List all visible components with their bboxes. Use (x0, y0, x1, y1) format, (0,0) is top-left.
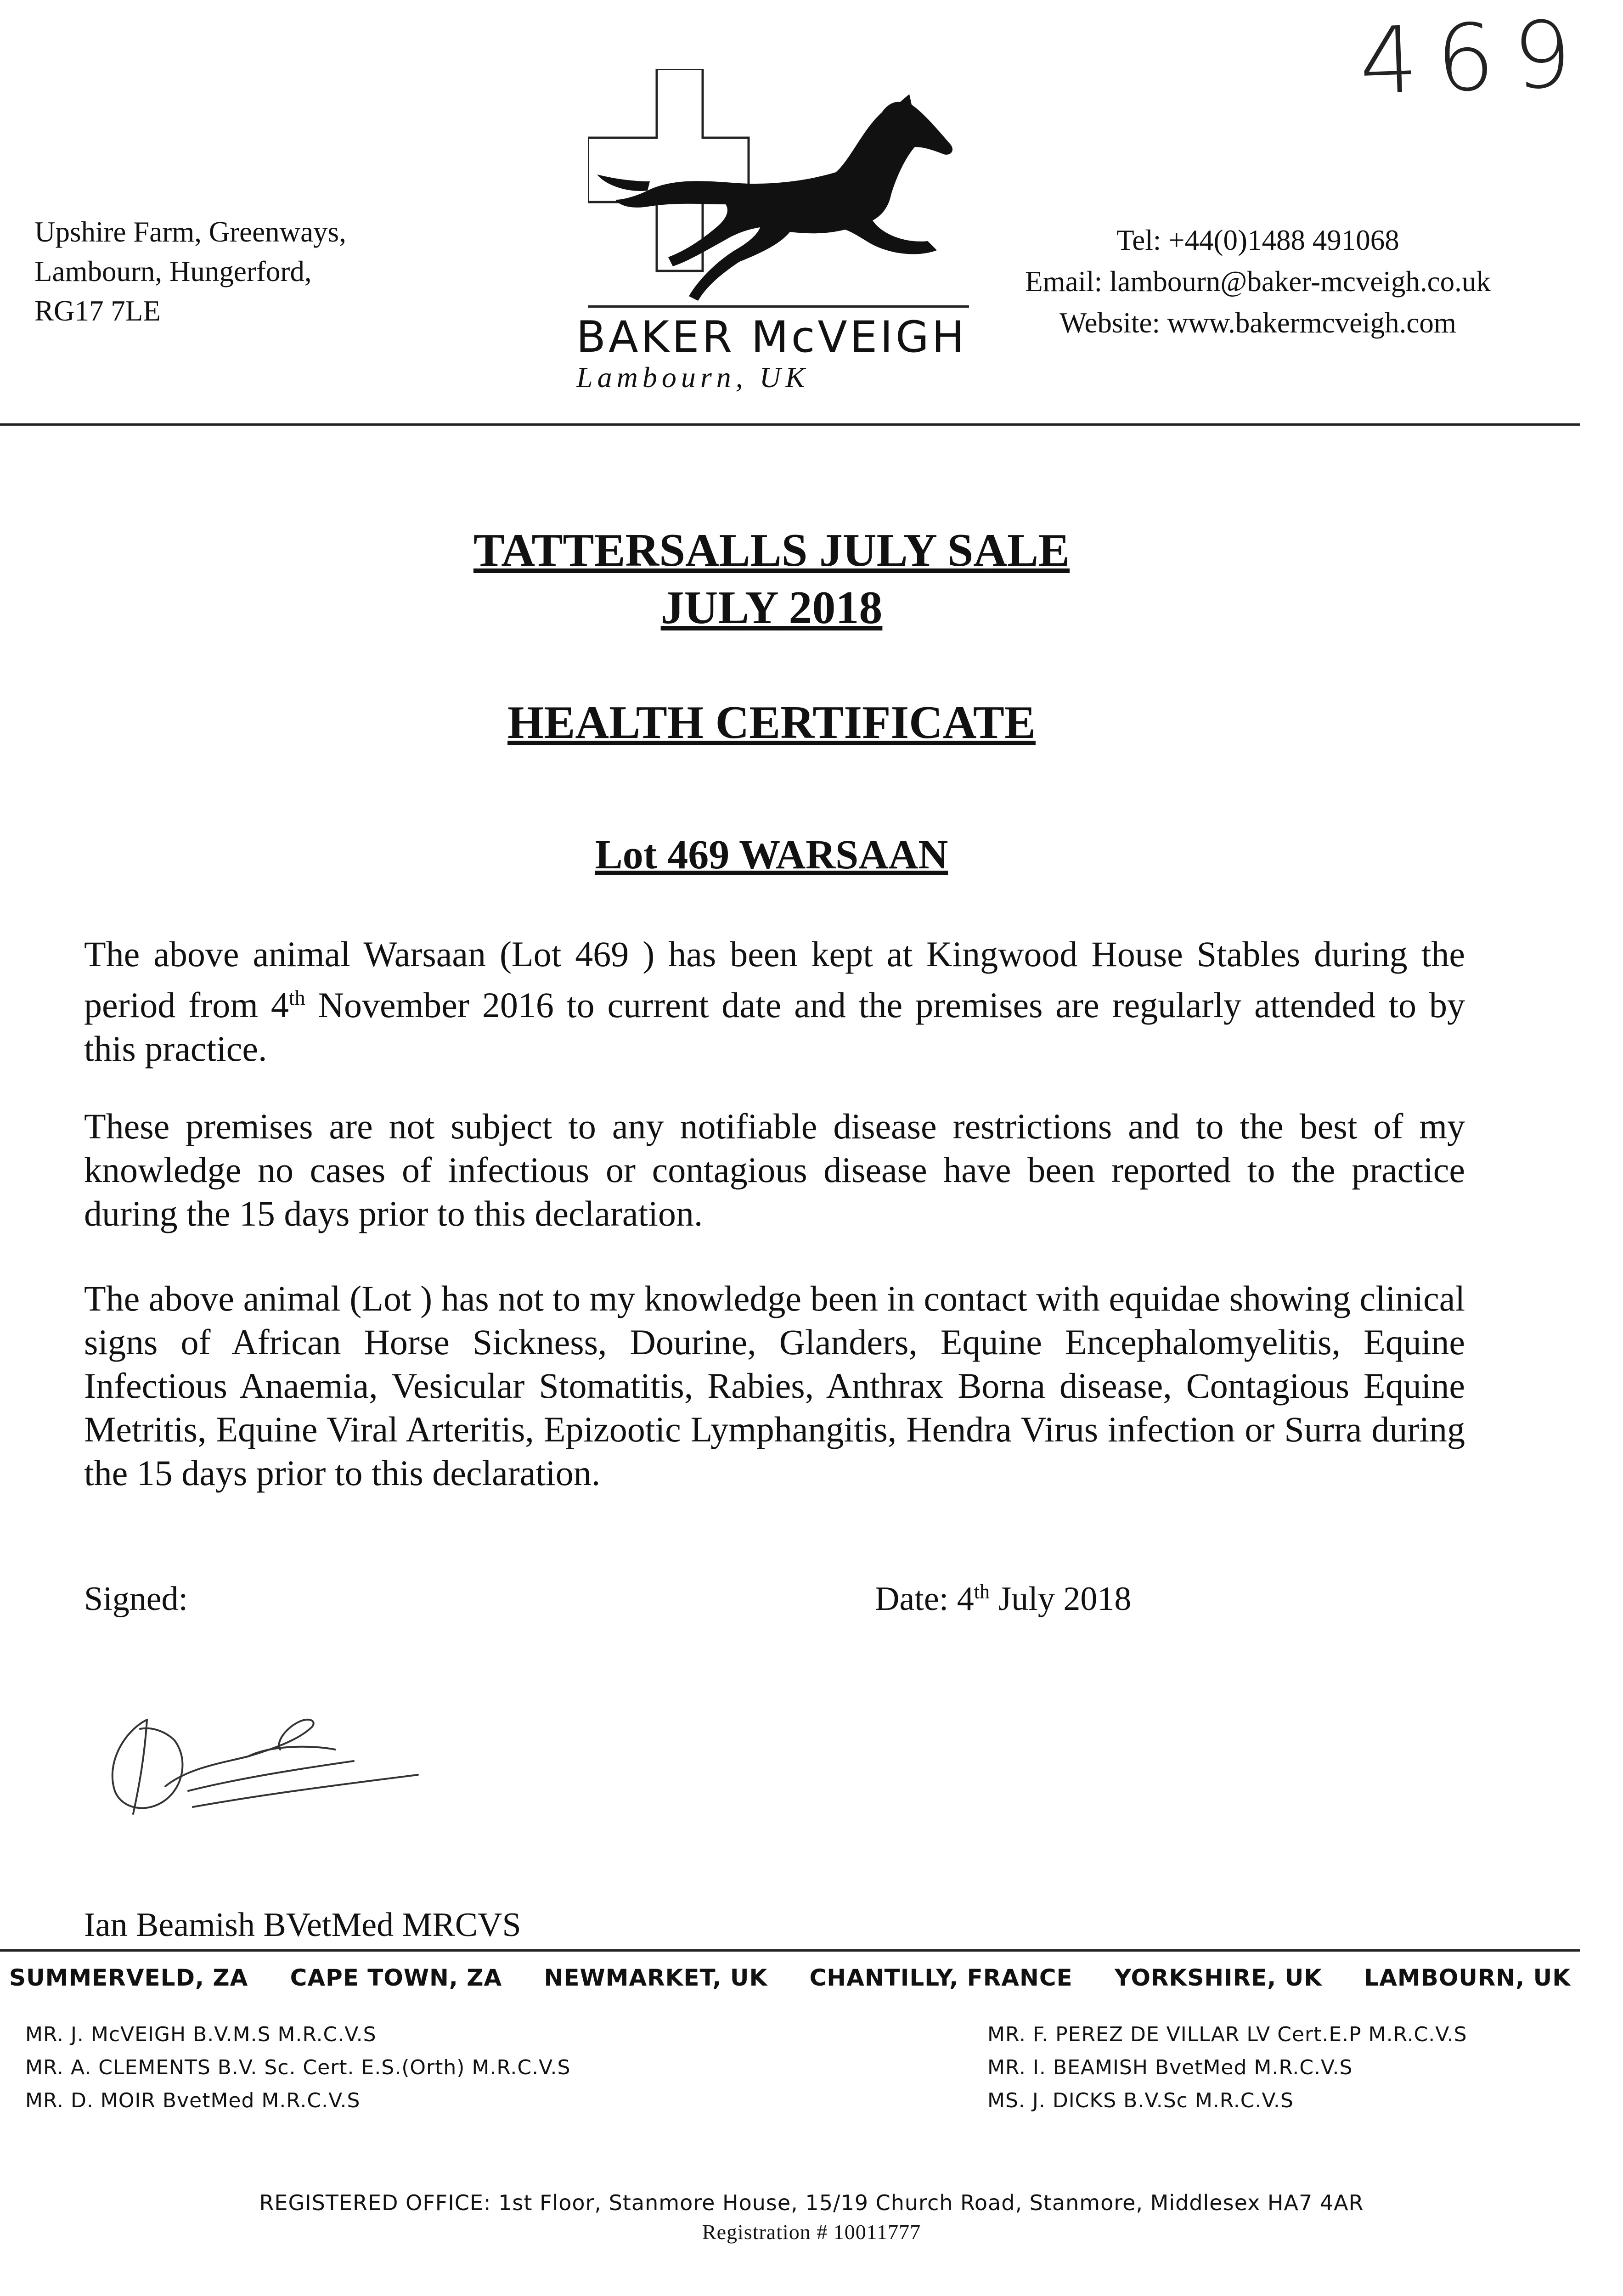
vets-left-column (25, 2018, 570, 2117)
handwritten-signature (96, 1676, 427, 1832)
ordinal-suffix: th (288, 986, 305, 1009)
date-text: July 2018 (989, 1580, 1132, 1618)
date-text: Date: 4 (875, 1580, 974, 1618)
lot-title: Lot 469 WARSAAN (595, 832, 948, 878)
letterhead-address (34, 212, 346, 331)
brand-location: Lambourn, UK (576, 361, 810, 394)
brand-name: BAKER McVEIGH (576, 312, 967, 362)
declaration-date (875, 1580, 1131, 1619)
vet-entry: MR. F. PEREZ DE VILLAR LV Cert.E.P M.R.C.V.S (987, 2023, 1467, 2046)
letterhead-contact (982, 219, 1533, 343)
registration-number: Registration # 10011777 (702, 2220, 921, 2244)
paragraph-text: November 2016 to current date and the premises are regularly attended to by this practice. (84, 985, 1465, 1069)
certificate-title: HEALTH CERTIFICATE (507, 697, 1036, 748)
signed-label: Signed: (84, 1580, 188, 1618)
header-divider (0, 423, 1580, 426)
telephone: Tel: +44(0)1488 491068 (1116, 224, 1399, 256)
email: Email: lambourn@baker-mcveigh.co.uk (1025, 265, 1491, 298)
office-item: YORKSHIRE, UK (1115, 1964, 1323, 1991)
footer-divider (0, 1949, 1580, 1952)
vet-entry: MR. D. MOIR BvetMed M.R.C.V.S (25, 2089, 361, 2112)
cross-icon (588, 69, 749, 271)
handwritten-lot-number: 469 (1358, 0, 1592, 116)
vets-right-column (987, 2018, 1467, 2117)
paragraph-text: The above animal Warsaan (Lot 469 ) has been kept at Kingwood House Stables during the period from 4 (84, 934, 1465, 1025)
vet-entry: MR. J. McVEIGH B.V.M.S M.R.C.V.S (25, 2023, 377, 2046)
office-item: LAMBOURN, UK (1364, 1964, 1571, 1991)
registered-office-block (0, 2188, 1623, 2247)
paragraph-diseases: The above animal (Lot ) has not to my knowledge been in contact with equidae showing clinical signs of African Horse Sickness, Dourine, Glanders, Equine Encephalomyelitis, Equine Infectious Anaemia, Vesicular Stomatitis, Rabies, Anthrax Borna disease, Contagious Equine Metritis, Equine Viral Arteritis, Epizootic Lymphangitis, Hendra Virus infection or Surra during the 15 days prior to this declaration. (84, 1278, 1465, 1493)
signatory-name: Ian Beamish BVetMed MRCVS (84, 1906, 521, 1944)
vet-entry: MR. I. BEAMISH BvetMed M.R.C.V.S (987, 2056, 1353, 2079)
paragraph-premises (84, 932, 1465, 1070)
vet-entry: MR. A. CLEMENTS B.V. Sc. Cert. E.S.(Orth) M.R.C.V.S (25, 2056, 571, 2079)
paragraph-restrictions: These premises are not subject to any notifiable disease restrictions and to the best of my knowledge no cases of infectious or contagious disease have been reported to the practice during the 15 days prior to this declaration. (84, 1106, 1465, 1233)
address-line: Lambourn, Hungerford, (34, 255, 312, 287)
office-list (9, 1964, 1571, 1991)
ordinal-suffix: th (974, 1580, 990, 1603)
sale-title: TATTERSALLS JULY SALE (473, 524, 1070, 576)
website: Website: www.bakermcveigh.com (1059, 307, 1456, 339)
vet-entry: MS. J. DICKS B.V.Sc M.R.C.V.S (987, 2089, 1294, 2112)
horse-icon (597, 94, 952, 301)
office-item: CHANTILLY, FRANCE (809, 1964, 1073, 1991)
address-line: Upshire Farm, Greenways, (34, 216, 346, 248)
registered-office: REGISTERED OFFICE: 1st Floor, Stanmore House, 15/19 Church Road, Stanmore, Middlesex HA7 4AR (259, 2190, 1364, 2215)
sale-date: JULY 2018 (660, 582, 883, 634)
office-item: SUMMERVELD, ZA (9, 1964, 248, 1991)
office-item: NEWMARKET, UK (544, 1964, 768, 1991)
office-item: CAPE TOWN, ZA (290, 1964, 502, 1991)
address-line: RG17 7LE (34, 295, 161, 327)
